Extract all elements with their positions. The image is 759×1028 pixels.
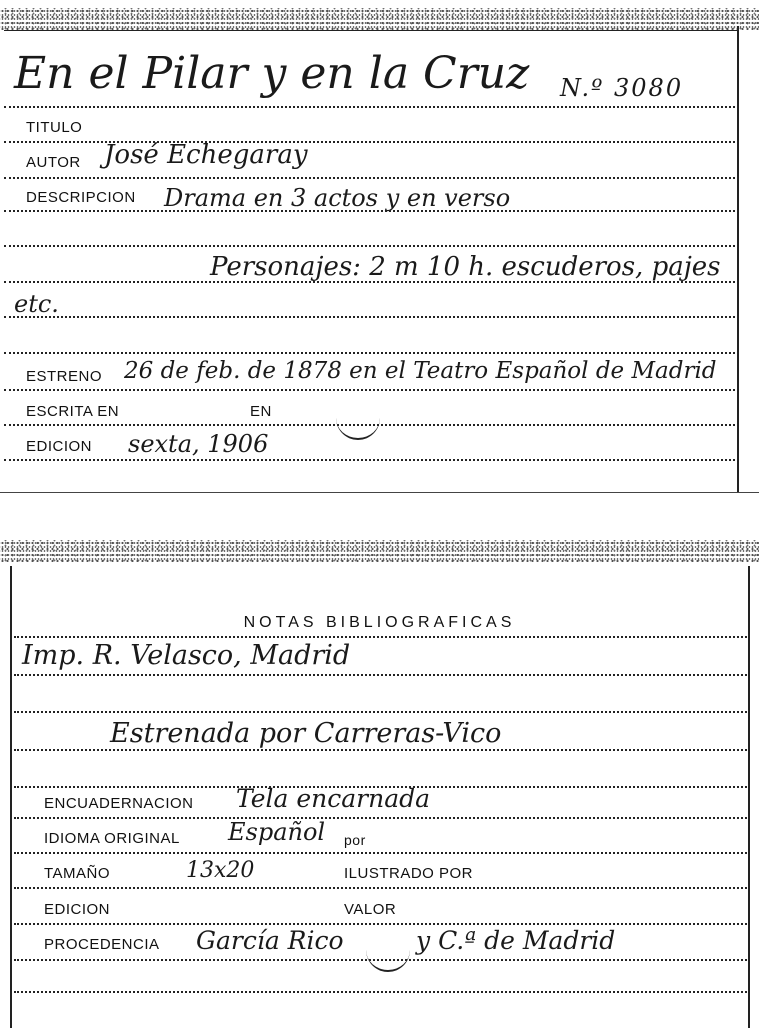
rule-line [4, 210, 739, 212]
label-procedencia: PROCEDENCIA [44, 936, 160, 953]
rule-line [14, 674, 750, 676]
label-autor: AUTOR [26, 154, 81, 171]
rule-line [14, 923, 750, 925]
note-premiere-company: Estrenada por Carreras-Vico [110, 718, 502, 749]
rule-line [14, 991, 750, 993]
rule-line [14, 711, 750, 713]
bibliographic-notes-heading: NOTAS BIBLIOGRAFICAS [243, 614, 516, 631]
card-left-border [10, 566, 12, 1028]
card-top-edge-texture [0, 8, 759, 30]
characters-value: Personajes: 2 m 10 h. escuderos, pajes [210, 252, 721, 282]
label-valor: VALOR [344, 901, 397, 918]
provenance-value-cont: y C.ª de Madrid [416, 926, 616, 955]
rule-line [14, 887, 750, 889]
binding-value: Tela encarnada [236, 784, 431, 813]
rule-line [14, 817, 750, 819]
rule-line [4, 281, 739, 283]
label-descripcion: DESCRIPCION [26, 189, 136, 206]
provenance-value: García Rico [196, 926, 344, 955]
rule-line [4, 389, 739, 391]
rule-line [4, 316, 739, 318]
language-value: Español [228, 818, 326, 846]
label-escrita-en: ESCRITA EN [26, 403, 120, 420]
rule-line [4, 177, 739, 179]
rule-line [14, 959, 750, 961]
rule-line [4, 245, 739, 247]
rule-line [14, 749, 750, 751]
catalog-card-top [0, 0, 759, 495]
rule-line [4, 106, 739, 108]
label-por: por [344, 832, 366, 848]
label-en: EN [250, 403, 272, 420]
label-edicion: EDICION [26, 438, 93, 455]
card-top-border [4, 30, 739, 31]
rule-line [4, 352, 739, 354]
card-top-edge-texture [0, 540, 759, 562]
note-printer: Imp. R. Velasco, Madrid [22, 640, 351, 671]
premiere-value: 26 de feb. de 1878 en el Teatro Español de Madrid [124, 358, 717, 384]
author-value: José Echegaray [104, 140, 308, 170]
label-titulo: TITULO [26, 119, 83, 136]
rule-line [14, 636, 750, 638]
catalog-card-bottom [0, 540, 759, 1028]
card-bottom-border [0, 492, 759, 493]
stamp-mark [336, 416, 380, 440]
title-handwritten: En el Pilar y en la Cruz [14, 48, 530, 99]
card-right-border [737, 26, 739, 492]
label-estreno: ESTRENO [26, 368, 103, 385]
label-encuadernacion: ENCUADERNACION [44, 795, 194, 812]
catalog-number: N.º 3080 [560, 74, 684, 102]
size-value: 13x20 [186, 858, 255, 883]
rule-line [4, 459, 739, 461]
label-ilustrado-por: ILUSTRADO POR [344, 865, 474, 882]
edition-value: sexta, 1906 [128, 430, 269, 458]
label-tamano: TAMAÑO [44, 865, 111, 882]
label-edicion-2: EDICION [44, 901, 111, 918]
label-idioma-original: IDIOMA ORIGINAL [44, 830, 180, 847]
rule-line [14, 852, 750, 854]
description-value: Drama en 3 actos y en verso [164, 184, 511, 212]
characters-continuation: etc. [14, 290, 59, 318]
